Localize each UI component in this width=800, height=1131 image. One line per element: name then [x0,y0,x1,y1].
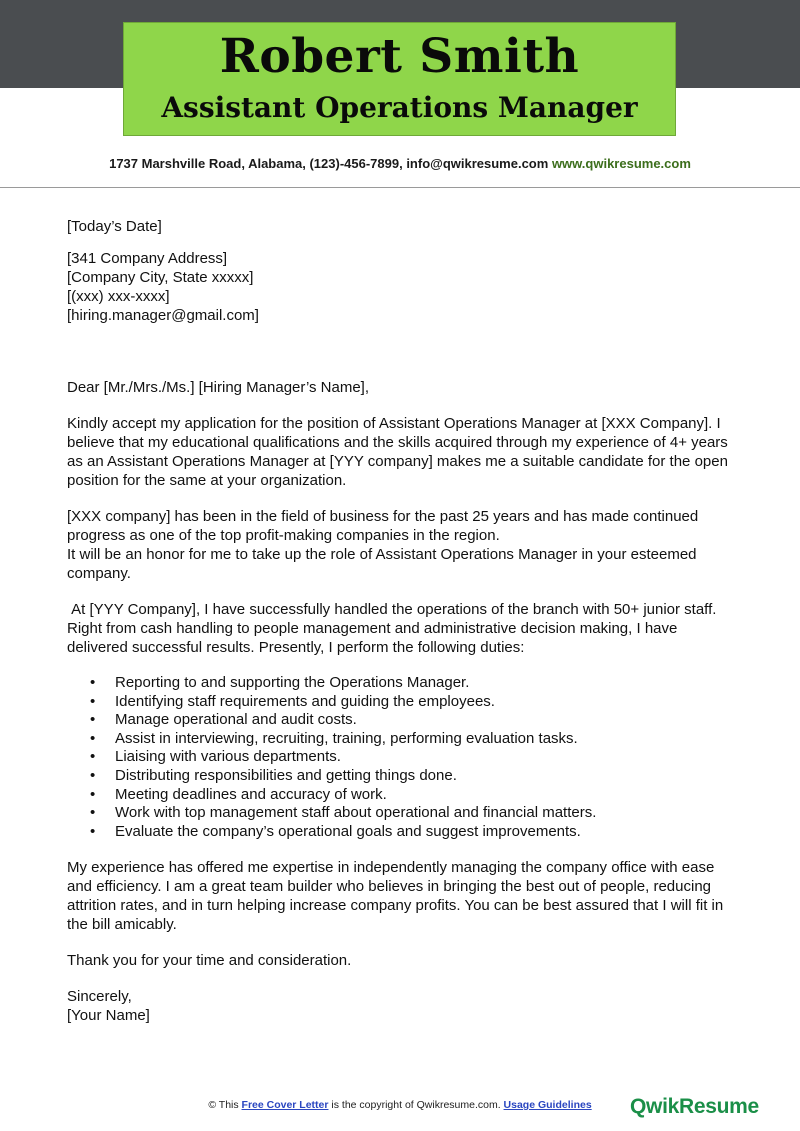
list-item [67,674,737,693]
bullet-icon: • [90,674,96,691]
list-item [67,767,737,786]
footer-middle: is the copyright of Qwikresume.com. [328,1099,504,1111]
job-title: Assistant Operations Manager [161,91,638,124]
closing: Sincerely, [67,988,132,1006]
bullet-icon: • [90,692,96,710]
duty-text: Evaluate the company’s operational goals and suggest improvements. [115,822,581,840]
list-item [67,711,737,730]
website-link[interactable]: www.qwikresume.com [551,156,691,171]
salutation: Dear [Mr./Mrs./Ms.] [Hiring Manager’s Name], [67,379,370,396]
thanks-line: Thank you for your time and consideration. [67,952,352,970]
recipient-address [67,249,737,325]
duty-text: Reporting to and supporting the Operations Manager. [115,674,470,691]
list-item [67,748,737,767]
duty-text: Distributing responsibilities and getting things done. [115,766,457,784]
address-line: [341 Company Address] [67,250,228,267]
paragraph-company: [XXX company] has been in the field of business for the past 25 years and has made continued progress as one of the top profit-making companies in the region. [67,508,699,544]
address-line: [hiring.manager@gmail.com] [67,307,259,324]
list-item [67,730,737,749]
duty-text: Work with top management staff about operational and financial matters. [115,804,597,822]
list-item [67,823,737,842]
candidate-name: Robert Smith [219,29,580,84]
qwikresume-logo: QwikResume [630,1095,759,1118]
bullet-icon: • [90,748,96,766]
bullet-icon: • [90,766,96,784]
list-item [67,786,737,805]
header-divider [0,187,800,188]
letter-date: [Today’s Date] [67,218,162,235]
bullet-icon: • [90,729,96,747]
list-item [67,693,737,712]
duty-text: Identifying staff requirements and guiding the employees. [115,692,495,710]
duties-list [67,674,737,841]
letter-body [67,217,737,1025]
contact-line [0,156,800,171]
duty-text: Liaising with various departments. [115,748,341,766]
paragraph-closing-pitch: My experience has offered me expertise in independently managing the company office with ease and efficiency. I am a great team builder who believes in bringing the best out of people, reducing attrition rates, and in turn helping increase company profits. You can be best assured that I will fit in the bill amicably. [67,859,724,934]
paragraph-experience: At [YYY Company], I have successfully handled the operations of the branch with 50+ junior staff. Right from cash handling to people management and administrative decision making, I have delivered successful results. Presently, I perform the following duties: [67,601,721,656]
signature: [Your Name] [67,1007,150,1025]
address-line: [Company City, State xxxxx] [67,269,254,286]
free-cover-letter-link[interactable]: Free Cover Letter [241,1099,329,1111]
paragraph-honor: It will be an honor for me to take up the role of Assistant Operations Manager in your esteemed company. [67,546,697,582]
name-box [123,22,676,136]
paragraph-intro: Kindly accept my application for the position of Assistant Operations Manager at [XXX Company]. I believe that my educational qualifications and the skills acquired through my experience of 4+ years as an Assistant Operations Manager at [YYY company] makes me a suitable candidate for the open position for the same at your organization. [67,415,728,489]
duty-text: Manage operational and audit costs. [115,711,357,729]
duty-text: Meeting deadlines and accuracy of work. [115,785,387,803]
address-line: [(xxx) xxx-xxxx] [67,288,170,305]
duty-text: Assist in interviewing, recruiting, training, performing evaluation tasks. [115,729,578,747]
bullet-icon: • [90,822,96,840]
footer-prefix: © This [208,1099,242,1111]
list-item [67,804,737,823]
bullet-icon: • [90,804,96,822]
contact-details: 1737 Marshville Road, Alabama, (123)-456-7899, info@qwikresume.com [109,156,549,171]
bullet-icon: • [90,711,96,729]
bullet-icon: • [90,785,96,803]
usage-guidelines-link[interactable]: Usage Guidelines [503,1099,592,1111]
